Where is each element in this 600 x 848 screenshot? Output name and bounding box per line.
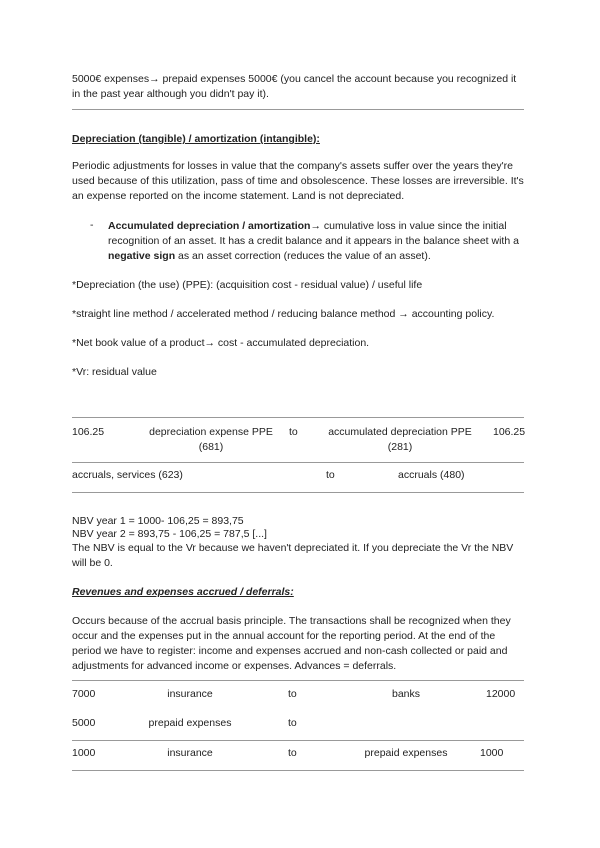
revenues-heading: Revenues and expenses accrued / deferrals: [72, 586, 294, 598]
table1-bottom-rule [72, 492, 524, 493]
t2-row3-amount: 1000 [72, 747, 96, 759]
bullet-bold-negative-sign: negative sign [108, 250, 176, 262]
t2-row1-to: to [288, 688, 297, 700]
row1-credit-amount: 106.25 [493, 426, 526, 438]
bullet-marker: - [90, 219, 94, 231]
nbv-explanation: The NBV is equal to the Vr because we haven't depreciated it. If you depreciate the Vr the NBV will be 0. [72, 542, 514, 569]
divider [72, 109, 524, 110]
t2-row2-to: to [288, 717, 297, 729]
table2-bottom-rule [72, 770, 524, 771]
row1-to: to [289, 426, 298, 438]
note-methods: *straight line method / accelerated method / reducing balance method → accounting policy. [72, 308, 495, 320]
row2-debit-account: accruals, services (623) [72, 469, 183, 481]
nbv-year-1: NBV year 1 = 1000- 106,25 = 893,75 [72, 515, 244, 527]
row1-debit-amount: 106.25 [72, 426, 105, 438]
t2-row3-debit: insurance [167, 747, 213, 759]
t2-row2-debit: prepaid expenses [148, 717, 232, 729]
note-residual-value: *Vr: residual value [72, 366, 157, 378]
table2-mid-rule [72, 740, 524, 741]
t2-row3-amount2: 1000 [480, 747, 504, 759]
t2-row1-credit: banks [391, 688, 421, 700]
note-depreciation-formula: *Depreciation (the use) (PPE): (acquisition cost - residual value) / useful life [72, 279, 423, 291]
t2-row1-amount: 7000 [72, 688, 96, 700]
t2-row1-amount2: 12000 [486, 688, 516, 700]
depreciation-paragraph: Periodic adjustments for losses in value that the company's assets suffer over the years they're used because of this utilization, pass of time and obsolescence. These losses are irreversible. It's an expense reported on the income statement. Land is not depreciated. [72, 160, 524, 202]
depreciation-heading: Depreciation (tangible) / amortization (intangible): [72, 133, 320, 145]
row2-credit-account: accruals (480) [398, 469, 465, 481]
table2-top-rule [72, 680, 524, 681]
t2-row3-to: to [288, 747, 297, 759]
revenues-paragraph: Occurs because of the accrual basis principle. The transactions shall be recognized when they occur and the expenses put in the annual account for the reporting period. At the end of the period we have to register: income and expenses accrued and non-cash collected or paid and adjustments for advanced income or expenses. Advances = deferrals. [72, 615, 511, 672]
bullet-text-2: as an asset correction (reduces the value of an asset). [175, 250, 431, 262]
intro-paragraph: 5000€ expenses→ prepaid expenses 5000€ (you cancel the account because you recognized it in the past year although you didn't pay it). [72, 73, 517, 100]
row2-to: to [326, 469, 335, 481]
note-net-book-value: *Net book value of a product→ cost - accumulated depreciation. [72, 337, 370, 349]
t2-row1-debit: insurance [167, 688, 213, 700]
accumulated-depreciation-bullet [108, 219, 526, 264]
row1-credit-account: accumulated depreciation PPE (281) [328, 426, 472, 453]
row1-debit-account: depreciation expense PPE (681) [149, 426, 273, 453]
table1-mid-rule [72, 462, 524, 463]
bullet-text-1: → cumulative loss in value since the initial recognition of an asset. It has a credit balance and it appears in the balance sheet with a [108, 220, 519, 247]
nbv-year-2: NBV year 2 = 893,75 - 106,25 = 787,5 [...] [72, 528, 267, 540]
table1-top-rule [72, 417, 524, 418]
bullet-term: Accumulated depreciation / amortization [108, 220, 311, 232]
t2-row2-amount: 5000 [72, 717, 96, 729]
t2-row3-credit: prepaid expenses [364, 747, 448, 759]
